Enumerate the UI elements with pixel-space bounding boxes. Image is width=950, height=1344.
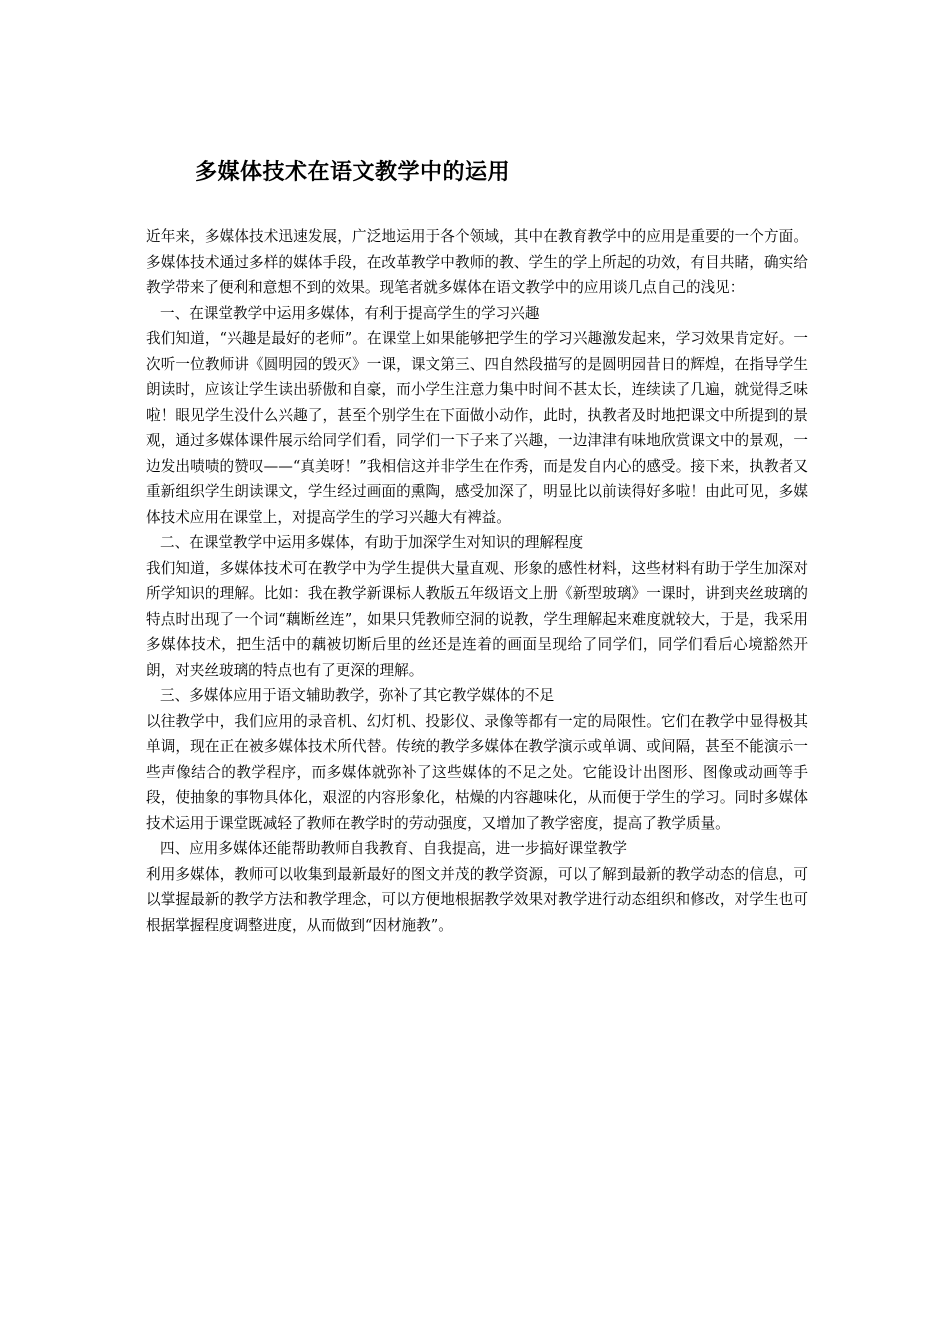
intro-paragraph: 近年来，多媒体技术迅速发展，广泛地运用于各个领域，其中在教育教学中的应用是重要的一个方面。多媒体技术通过多样的媒体手段，在改革教学中教师的教、学生的学上所起的功效，有目共睹，确实给教学带来了便利和意想不到的效果。现笔者就多媒体在语文教学中的应用谈几点自己的浅见： [146,228,808,296]
section-heading-1: 一、在课堂教学中运用多媒体，有利于提高学生的学习兴趣 [160,304,540,322]
section-body-2: 我们知道，多媒体技术可在教学中为学生提供大量直观、形象的感性材料，这些材料有助于学生加深对所学知识的理解。比如：我在教学新课标人教版五年级语文上册《新型玻璃》一课时，讲到夹丝玻璃的特点时出现了一个词“藕断丝连”，如果只凭教师空洞的说教，学生理解起来难度就较大，于是，我采用多媒体技术，把生活中的藕被切断后里的丝还是连着的画面呈现给了同学们，同学们看后心境豁然开朗，对夹丝玻璃的特点也有了更深的理解。 [146,559,808,679]
section-heading-3: 三、多媒体应用于语文辅助教学，弥补了其它教学媒体的不足 [160,687,555,704]
document-title: 多媒体技术在语文教学中的运用 [195,160,511,185]
section-body-3: 以往教学中，我们应用的录音机、幻灯机、投影仪、录像等都有一定的局限性。它们在教学中显得极其单调，现在正在被多媒体技术所代替。传统的教学多媒体在教学演示或单调、或间隔，甚至不能演示一些声像结合的教学程序，而多媒体就弥补了这些媒体的不足之处。它能设计出图形、图像或动画等手段，使抽象的事物具体化，艰涩的内容形象化，枯燥的内容趣味化，从而便于学生的学习。同时多媒体技术运用于课堂既减轻了教师在教学时的劳动强度，又增加了教学密度，提高了教学质量。 [146,712,808,832]
document-body [146,224,808,938]
section-heading-4: 四、应用多媒体还能帮助教师自我教育、自我提高，进一步搞好课堂教学 [160,840,628,857]
section-body-4: 利用多媒体，教师可以收集到最新最好的图文并茂的教学资源，可以了解到最新的教学动态的信息，可以掌握最新的教学方法和教学理念，可以方便地根据教学效果对教学进行动态组织和修改，对学生也可根据掌握程度调整进度，从而做到“因材施教”。 [146,865,808,934]
section-body-1: 我们知道，“兴趣是最好的老师”。在课堂上如果能够把学生的学习兴趣激发起来，学习效果肯定好。一次听一位教师讲《圆明园的毁灭》一课，课文第三、四自然段描写的是圆明园昔日的辉煌，在指导学生朗读时，应该让学生读出骄傲和自豪，而小学生注意力集中时间不甚太长，连续读了几遍，就觉得乏味啦！眼见学生没什么兴趣了，甚至个别学生在下面做小动作，此时，执教者及时地把课文中所提到的景观，通过多媒体课件展示给同学们看，同学们一下子来了兴趣，一边津津有味地欣赏课文中的景观，一边发出啧啧的赞叹——“真美呀！”我相信这并非学生在作秀，而是发自内心的感受。接下来，执教者又重新组织学生朗读课文，学生经过画面的熏陶，感受加深了，明显比以前读得好多啦！由此可见，多媒体技术应用在课堂上，对提高学生的学习兴趣大有裨益。 [146,330,808,526]
section-heading-2: 二、在课堂教学中运用多媒体，有助于加深学生对知识的理解程度 [160,534,584,551]
